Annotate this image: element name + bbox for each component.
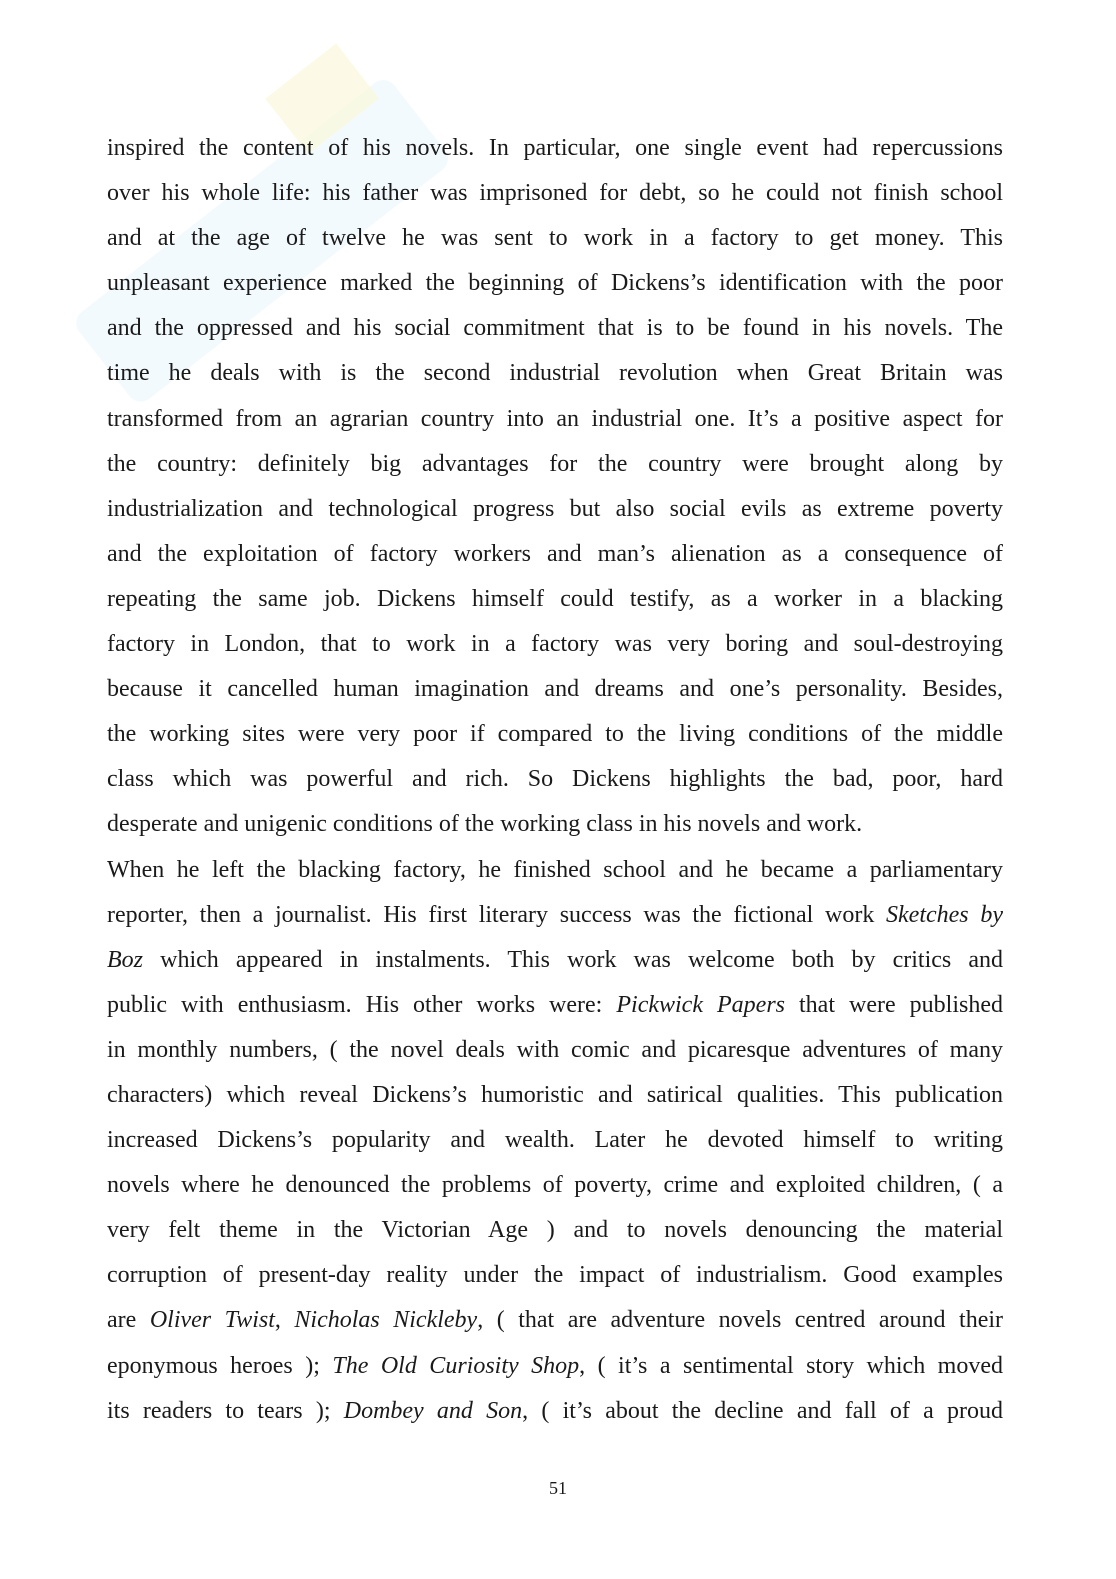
text-segment: factory in London, that to work in a factory was very boring and soul-destroying xyxy=(107,631,1003,658)
text-segment: class which was powerful and rich. So Dickens highlights the bad, poor, hard xyxy=(107,766,1003,793)
text-segment: over his whole life: his father was imprisoned for debt, so he could not finish school xyxy=(107,180,1003,207)
text-segment: and at the age of twelve he was sent to work in a factory to get money. This xyxy=(107,225,1003,252)
text-line xyxy=(107,1163,1003,1208)
text-line xyxy=(107,1298,1003,1343)
text-line xyxy=(107,351,1003,396)
text-line xyxy=(107,1073,1003,1118)
text-segment: increased Dickens’s popularity and wealth. Later he devoted himself to writing xyxy=(107,1127,1003,1154)
italic-title: Boz xyxy=(107,946,143,973)
text-segment: that were published xyxy=(785,991,1003,1018)
page-number: 51 xyxy=(549,1478,567,1498)
text-line xyxy=(107,261,1003,306)
italic-title: Dombey and Son xyxy=(343,1397,523,1424)
text-line xyxy=(107,1208,1003,1253)
text-line xyxy=(107,938,1003,983)
body-text xyxy=(107,126,1003,1434)
text-segment: , ( it’s about the decline and fall of a proud xyxy=(522,1397,1003,1424)
italic-title: Nicholas Nickleby xyxy=(294,1307,478,1334)
text-line xyxy=(107,757,1003,802)
text-line xyxy=(107,893,1003,938)
text-segment: its readers to tears ); xyxy=(107,1397,344,1424)
text-segment: and the oppressed and his social commitment that is to be found in his novels. The xyxy=(107,315,1003,342)
text-segment: corruption of present-day reality under the impact of industrialism. Good examples xyxy=(107,1262,1003,1289)
text-line xyxy=(107,712,1003,757)
text-segment: When he left the blacking factory, he finished school and he became a parliamentary xyxy=(107,856,1003,883)
text-segment: desperate and unigenic conditions of the working class in his novels and work. xyxy=(107,811,863,838)
text-segment: reporter, then a journalist. His first literary success was the fictional work xyxy=(107,901,887,928)
text-line xyxy=(107,848,1003,893)
text-segment: are xyxy=(107,1307,150,1334)
text-segment: , ( that are adventure novels centred around their xyxy=(477,1307,1004,1334)
text-segment: repeating the same job. Dickens himself could testify, as a worker in a blacking xyxy=(107,585,1003,612)
text-segment: , xyxy=(274,1307,295,1334)
text-line xyxy=(107,532,1003,577)
text-line xyxy=(107,667,1003,712)
text-line xyxy=(107,1389,1003,1434)
text-line xyxy=(107,397,1003,442)
text-line xyxy=(107,802,1003,847)
italic-title: Pickwick Papers xyxy=(616,991,785,1018)
text-segment: the working sites were very poor if compared to the living conditions of the middle xyxy=(107,721,1003,748)
text-line xyxy=(107,1344,1003,1389)
text-segment: , ( it’s a sentimental story which moved xyxy=(579,1352,1003,1379)
italic-title: The Old Curiosity Shop xyxy=(332,1352,580,1379)
text-segment: the country: definitely big advantages for the country were brought along by xyxy=(107,450,1003,477)
text-line xyxy=(107,983,1003,1028)
text-line xyxy=(107,487,1003,532)
text-segment: industrialization and technological progress but also social evils as extreme poverty xyxy=(107,495,1003,522)
italic-title: Oliver Twist xyxy=(149,1307,275,1334)
text-segment: and the exploitation of factory workers and man’s alienation as a consequence of xyxy=(107,540,1003,567)
text-line xyxy=(107,216,1003,261)
text-line xyxy=(107,442,1003,487)
italic-title: Sketches by xyxy=(886,901,1003,928)
text-segment: very felt theme in the Victorian Age ) and to novels denouncing the material xyxy=(107,1217,1003,1244)
text-segment: novels where he denounced the problems of poverty, crime and exploited children, ( a xyxy=(107,1172,1003,1199)
text-segment: eponymous heroes ); xyxy=(107,1352,333,1379)
text-segment: in monthly numbers, ( the novel deals with comic and picaresque adventures of many xyxy=(107,1036,1003,1063)
text-segment: because it cancelled human imagination and dreams and one’s personality. Besides, xyxy=(107,676,1003,703)
text-segment: public with enthusiasm. His other works were: xyxy=(107,991,617,1018)
text-segment: which appeared in instalments. This work was welcome both by critics and xyxy=(143,946,1003,973)
text-line xyxy=(107,1118,1003,1163)
text-line xyxy=(107,306,1003,351)
text-line xyxy=(107,1028,1003,1073)
text-segment: transformed from an agrarian country into an industrial one. It’s a positive aspect for xyxy=(107,405,1003,432)
text-segment: inspired the content of his novels. In particular, one single event had repercussions xyxy=(107,135,1003,161)
text-segment: unpleasant experience marked the beginning of Dickens’s identification with the poor xyxy=(107,270,1003,297)
text-line xyxy=(107,1253,1003,1298)
text-segment: characters) which reveal Dickens’s humoristic and satirical qualities. This publication xyxy=(107,1081,1003,1108)
text-line xyxy=(107,622,1003,667)
text-line xyxy=(107,577,1003,622)
text-line xyxy=(107,171,1003,216)
text-segment: time he deals with is the second industrial revolution when Great Britain was xyxy=(107,360,1003,387)
text-line xyxy=(107,126,1003,171)
